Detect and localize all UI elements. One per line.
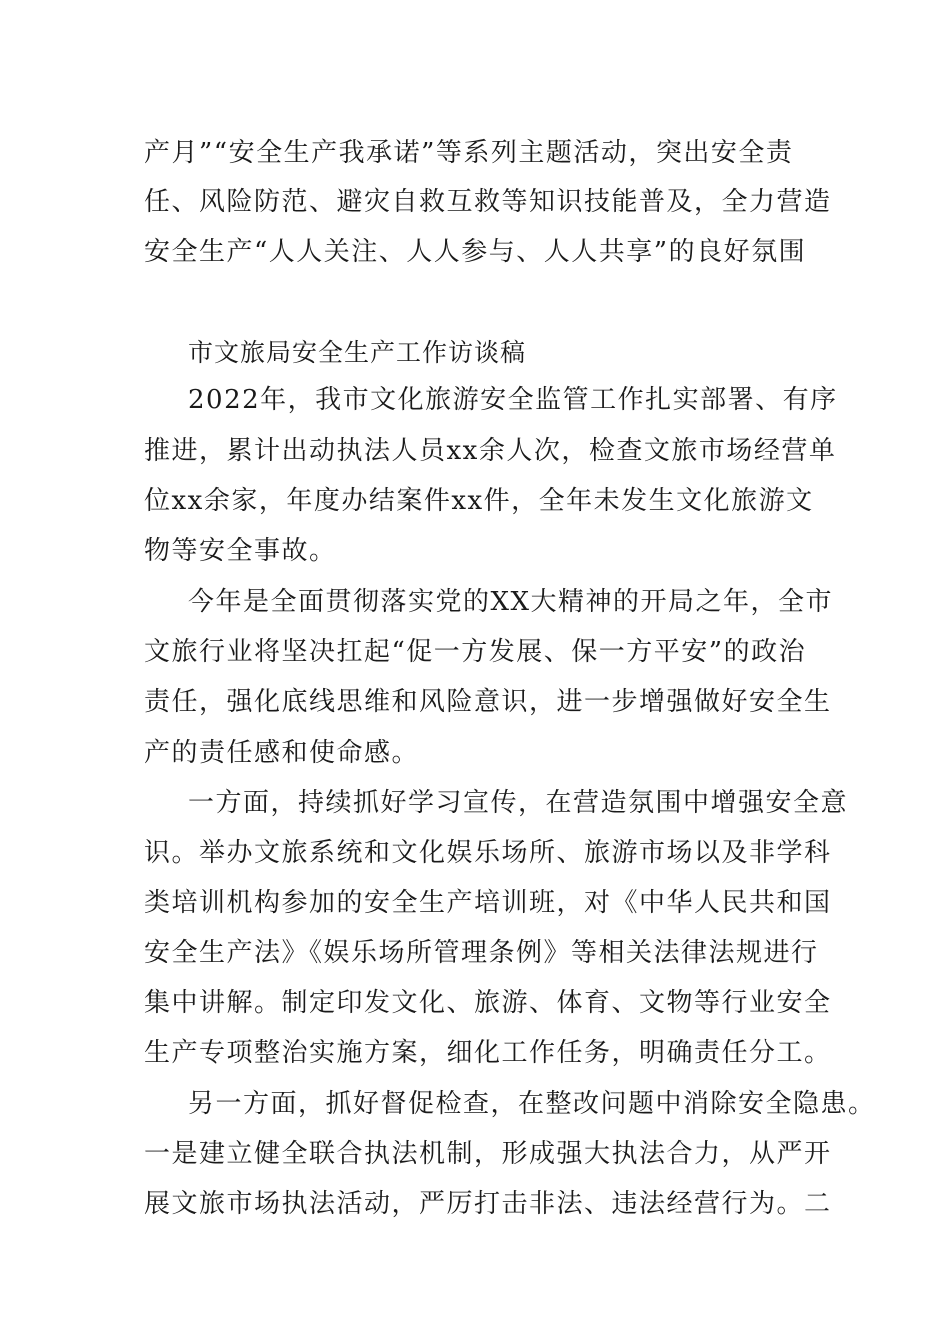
paragraph-1-line-2: 推进，累计出动执法人员xx余人次，检查文旅市场经营单 — [144, 436, 837, 466]
paragraph-3-line-3: 类培训机构参加的安全生产培训班，对《中华人民共和国 — [144, 888, 832, 918]
paragraph-2-line-3: 责任，强化底线思维和风险意识，进一步增强做好安全生 — [144, 687, 832, 717]
paragraph-3-line-2: 识。举办文旅系统和文化娱乐场所、旅游市场以及非学科 — [144, 838, 832, 868]
document-title: 市文旅局安全生产工作访谈稿 — [188, 338, 527, 367]
intro-line-2: 任、风险防范、避灾自救互救等知识技能普及，全力营造 — [144, 187, 832, 217]
intro-line-3: 安全生产“人人关注、人人参与、人人共享”的良好氛围 — [144, 237, 807, 267]
paragraph-4-line-2: 一是建立健全联合执法机制，形成强大执法合力，从严开 — [144, 1139, 832, 1169]
paragraph-3-line-1: 一方面，持续抓好学习宣传，在营造氛围中增强安全意 — [188, 788, 849, 818]
intro-line-1: 产月”“安全生产我承诺”等系列主题活动，突出安全责 — [144, 138, 794, 168]
paragraph-3-line-4: 安全生产法》《娱乐场所管理条例》等相关法律法规进行 — [144, 938, 819, 968]
paragraph-3-line-5: 集中讲解。制定印发文化、旅游、体育、文物等行业安全 — [144, 988, 832, 1018]
paragraph-1-line-4: 物等安全事故。 — [144, 536, 337, 566]
paragraph-3-line-6: 生产专项整治实施方案，细化工作任务，明确责任分工。 — [144, 1038, 832, 1068]
paragraph-1-line-3: 位xx余家，年度办结案件xx件，全年未发生文化旅游文 — [144, 486, 814, 516]
paragraph-4-line-1: 另一方面，抓好督促检查，在整改问题中消除安全隐患。 — [188, 1089, 876, 1119]
paragraph-2-line-1: 今年是全面贯彻落实党的XX大精神的开局之年，全市 — [188, 587, 834, 617]
paragraph-2-line-2: 文旅行业将坚决扛起“促一方发展、保一方平安”的政治 — [144, 637, 807, 667]
paragraph-2-line-4: 产的责任感和使命感。 — [144, 738, 420, 768]
paragraph-4-line-3: 展文旅市场执法活动，严厉打击非法、违法经营行为。二 — [144, 1189, 832, 1219]
paragraph-1-line-1: 2022年，我市文化旅游安全监管工作扎实部署、有序 — [188, 385, 838, 415]
